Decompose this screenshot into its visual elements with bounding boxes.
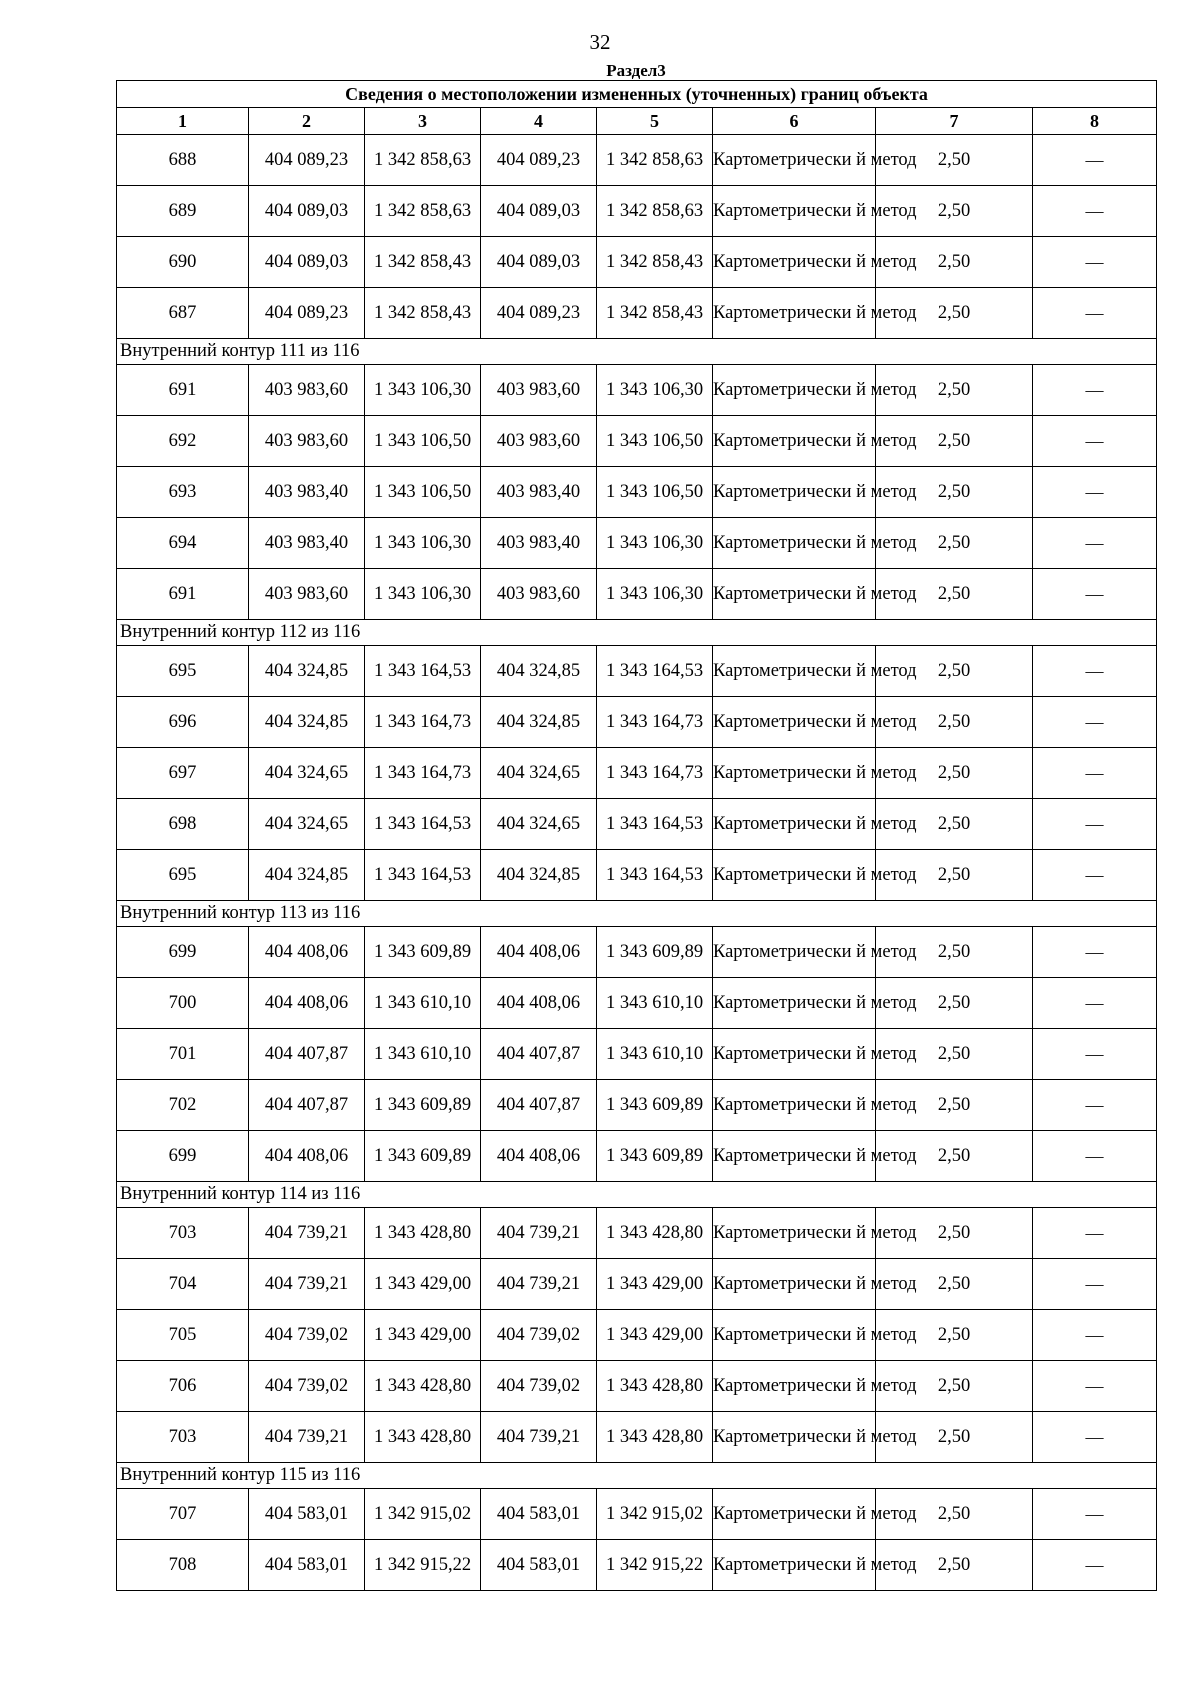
point-number-cell: 687 [117, 288, 249, 339]
old-x-cell: 403 983,40 [249, 467, 365, 518]
old-y-cell: 1 342 915,02 [365, 1489, 481, 1540]
point-number-cell: 688 [117, 135, 249, 186]
new-x-cell: 404 324,65 [481, 799, 597, 850]
point-number-cell: 693 [117, 467, 249, 518]
old-y-cell: 1 343 428,80 [365, 1361, 481, 1412]
boundary-coordinates-table [116, 80, 1157, 1591]
description-cell: — [1033, 850, 1157, 901]
description-cell: — [1033, 416, 1157, 467]
new-x-cell: 404 089,23 [481, 288, 597, 339]
old-y-cell: 1 343 106,50 [365, 467, 481, 518]
old-x-cell: 404 739,21 [249, 1208, 365, 1259]
old-y-cell: 1 343 164,53 [365, 799, 481, 850]
old-y-cell: 1 343 429,00 [365, 1259, 481, 1310]
description-cell: — [1033, 237, 1157, 288]
old-x-cell: 403 983,40 [249, 518, 365, 569]
description-cell: — [1033, 1361, 1157, 1412]
old-x-cell: 403 983,60 [249, 416, 365, 467]
table-row [117, 186, 1157, 237]
new-y-cell: 1 343 106,30 [597, 365, 713, 416]
old-x-cell: 404 408,06 [249, 927, 365, 978]
column-header: 5 [597, 108, 713, 135]
new-x-cell: 404 739,21 [481, 1208, 597, 1259]
old-y-cell: 1 343 164,53 [365, 646, 481, 697]
method-cell: Картометрически й метод [713, 748, 876, 799]
section-title: Раздел3 [606, 61, 666, 80]
old-y-cell: 1 343 428,80 [365, 1208, 481, 1259]
old-y-cell: 1 343 164,73 [365, 748, 481, 799]
accuracy-cell: 2,50 [876, 1361, 1033, 1412]
accuracy-cell: 2,50 [876, 1029, 1033, 1080]
method-cell: Картометрически й метод [713, 1208, 876, 1259]
old-x-cell: 404 739,02 [249, 1310, 365, 1361]
point-number-cell: 694 [117, 518, 249, 569]
old-y-cell: 1 343 106,30 [365, 518, 481, 569]
description-cell: — [1033, 927, 1157, 978]
old-x-cell: 404 089,03 [249, 186, 365, 237]
point-number-cell: 691 [117, 569, 249, 620]
accuracy-cell: 2,50 [876, 467, 1033, 518]
new-x-cell: 404 407,87 [481, 1080, 597, 1131]
old-x-cell: 404 324,85 [249, 850, 365, 901]
new-x-cell: 404 324,85 [481, 646, 597, 697]
contour-label-row [117, 339, 1157, 365]
new-y-cell: 1 343 429,00 [597, 1310, 713, 1361]
description-cell: — [1033, 799, 1157, 850]
new-x-cell: 404 407,87 [481, 1029, 597, 1080]
point-number-cell: 707 [117, 1489, 249, 1540]
accuracy-cell: 2,50 [876, 1489, 1033, 1540]
point-number-cell: 695 [117, 646, 249, 697]
old-x-cell: 404 324,85 [249, 646, 365, 697]
method-cell: Картометрически й метод [713, 288, 876, 339]
point-number-cell: 701 [117, 1029, 249, 1080]
accuracy-cell: 2,50 [876, 799, 1033, 850]
table-row [117, 1029, 1157, 1080]
new-y-cell: 1 342 915,02 [597, 1489, 713, 1540]
page-number-text: 32 [589, 30, 611, 54]
new-y-cell: 1 342 858,63 [597, 186, 713, 237]
table-row [117, 748, 1157, 799]
old-x-cell: 404 089,23 [249, 288, 365, 339]
table-row [117, 1540, 1157, 1591]
old-y-cell: 1 342 858,63 [365, 135, 481, 186]
new-x-cell: 403 983,40 [481, 467, 597, 518]
table-row [117, 646, 1157, 697]
old-x-cell: 403 983,60 [249, 365, 365, 416]
contour-label-row [117, 620, 1157, 646]
new-x-cell: 404 324,65 [481, 748, 597, 799]
accuracy-cell: 2,50 [876, 365, 1033, 416]
table-row [117, 569, 1157, 620]
accuracy-cell: 2,50 [876, 850, 1033, 901]
contour-label: Внутренний контур 111 из 116 [117, 339, 1157, 365]
new-y-cell: 1 342 858,43 [597, 237, 713, 288]
new-x-cell: 404 408,06 [481, 1131, 597, 1182]
accuracy-cell: 2,50 [876, 1208, 1033, 1259]
contour-label-row [117, 1182, 1157, 1208]
table-row [117, 135, 1157, 186]
old-y-cell: 1 343 609,89 [365, 1131, 481, 1182]
new-y-cell: 1 343 106,30 [597, 569, 713, 620]
old-x-cell: 404 407,87 [249, 1029, 365, 1080]
accuracy-cell: 2,50 [876, 1080, 1033, 1131]
column-header: 8 [1033, 108, 1157, 135]
method-cell: Картометрически й метод [713, 1310, 876, 1361]
new-x-cell: 403 983,60 [481, 416, 597, 467]
old-x-cell: 404 089,03 [249, 237, 365, 288]
old-x-cell: 404 407,87 [249, 1080, 365, 1131]
new-x-cell: 403 983,40 [481, 518, 597, 569]
old-x-cell: 404 324,65 [249, 748, 365, 799]
description-cell: — [1033, 1029, 1157, 1080]
method-cell: Картометрически й метод [713, 799, 876, 850]
point-number-cell: 700 [117, 978, 249, 1029]
old-x-cell: 404 324,85 [249, 697, 365, 748]
new-x-cell: 404 408,06 [481, 978, 597, 1029]
method-cell: Картометрически й метод [713, 1361, 876, 1412]
point-number-cell: 704 [117, 1259, 249, 1310]
old-x-cell: 404 408,06 [249, 1131, 365, 1182]
description-cell: — [1033, 288, 1157, 339]
table-row [117, 1208, 1157, 1259]
new-x-cell: 404 408,06 [481, 927, 597, 978]
new-y-cell: 1 343 164,73 [597, 748, 713, 799]
new-x-cell: 404 739,21 [481, 1259, 597, 1310]
description-cell: — [1033, 697, 1157, 748]
new-x-cell: 404 583,01 [481, 1489, 597, 1540]
new-x-cell: 404 739,02 [481, 1361, 597, 1412]
method-cell: Картометрически й метод [713, 518, 876, 569]
table-row [117, 416, 1157, 467]
new-x-cell: 404 739,02 [481, 1310, 597, 1361]
table-row [117, 1259, 1157, 1310]
column-header: 2 [249, 108, 365, 135]
table-row [117, 1131, 1157, 1182]
point-number-cell: 697 [117, 748, 249, 799]
table-row [117, 467, 1157, 518]
description-cell: — [1033, 1259, 1157, 1310]
accuracy-cell: 2,50 [876, 1412, 1033, 1463]
method-cell: Картометрически й метод [713, 1489, 876, 1540]
new-x-cell: 404 089,23 [481, 135, 597, 186]
old-y-cell: 1 342 858,43 [365, 237, 481, 288]
contour-label-row [117, 1463, 1157, 1489]
new-y-cell: 1 343 106,50 [597, 467, 713, 518]
table-caption: Сведения о местоположении измененных (уточненных) границ объекта [117, 81, 1157, 108]
method-cell: Картометрически й метод [713, 1131, 876, 1182]
new-y-cell: 1 343 429,00 [597, 1259, 713, 1310]
method-cell: Картометрически й метод [713, 927, 876, 978]
contour-label: Внутренний контур 114 из 116 [117, 1182, 1157, 1208]
contour-label: Внутренний контур 113 из 116 [117, 901, 1157, 927]
new-x-cell: 404 324,85 [481, 697, 597, 748]
method-cell: Картометрически й метод [713, 569, 876, 620]
old-x-cell: 404 408,06 [249, 978, 365, 1029]
method-cell: Картометрически й метод [713, 697, 876, 748]
point-number-cell: 689 [117, 186, 249, 237]
column-header: 7 [876, 108, 1033, 135]
old-x-cell: 404 324,65 [249, 799, 365, 850]
point-number-cell: 703 [117, 1208, 249, 1259]
new-x-cell: 403 983,60 [481, 569, 597, 620]
point-number-cell: 708 [117, 1540, 249, 1591]
method-cell: Картометрически й метод [713, 237, 876, 288]
point-number-cell: 695 [117, 850, 249, 901]
new-y-cell: 1 343 164,53 [597, 850, 713, 901]
old-x-cell: 403 983,60 [249, 569, 365, 620]
description-cell: — [1033, 186, 1157, 237]
old-x-cell: 404 739,02 [249, 1361, 365, 1412]
description-cell: — [1033, 646, 1157, 697]
accuracy-cell: 2,50 [876, 1540, 1033, 1591]
method-cell: Картометрически й метод [713, 1080, 876, 1131]
method-cell: Картометрически й метод [713, 978, 876, 1029]
accuracy-cell: 2,50 [876, 1259, 1033, 1310]
point-number-cell: 699 [117, 1131, 249, 1182]
new-y-cell: 1 343 610,10 [597, 1029, 713, 1080]
method-cell: Картометрически й метод [713, 186, 876, 237]
new-y-cell: 1 343 609,89 [597, 1080, 713, 1131]
point-number-cell: 696 [117, 697, 249, 748]
accuracy-cell: 2,50 [876, 1310, 1033, 1361]
point-number-cell: 706 [117, 1361, 249, 1412]
table-row [117, 1310, 1157, 1361]
method-cell: Картометрически й метод [713, 365, 876, 416]
accuracy-cell: 2,50 [876, 697, 1033, 748]
table-row [117, 978, 1157, 1029]
description-cell: — [1033, 569, 1157, 620]
column-header: 6 [713, 108, 876, 135]
table-row [117, 288, 1157, 339]
description-cell: — [1033, 1208, 1157, 1259]
new-x-cell: 404 739,21 [481, 1412, 597, 1463]
new-y-cell: 1 343 610,10 [597, 978, 713, 1029]
old-y-cell: 1 343 609,89 [365, 927, 481, 978]
accuracy-cell: 2,50 [876, 1131, 1033, 1182]
old-y-cell: 1 343 609,89 [365, 1080, 481, 1131]
new-y-cell: 1 342 858,63 [597, 135, 713, 186]
new-y-cell: 1 343 164,73 [597, 697, 713, 748]
table-body [117, 81, 1157, 1591]
table-row [117, 927, 1157, 978]
contour-label-row [117, 901, 1157, 927]
description-cell: — [1033, 518, 1157, 569]
description-cell: — [1033, 365, 1157, 416]
point-number-cell: 698 [117, 799, 249, 850]
old-x-cell: 404 739,21 [249, 1259, 365, 1310]
new-x-cell: 404 324,85 [481, 850, 597, 901]
old-y-cell: 1 343 164,53 [365, 850, 481, 901]
description-cell: — [1033, 748, 1157, 799]
accuracy-cell: 2,50 [876, 646, 1033, 697]
old-y-cell: 1 342 858,63 [365, 186, 481, 237]
accuracy-cell: 2,50 [876, 237, 1033, 288]
old-y-cell: 1 343 610,10 [365, 978, 481, 1029]
accuracy-cell: 2,50 [876, 288, 1033, 339]
new-y-cell: 1 343 428,80 [597, 1361, 713, 1412]
new-y-cell: 1 343 428,80 [597, 1412, 713, 1463]
point-number-cell: 705 [117, 1310, 249, 1361]
description-cell: — [1033, 1131, 1157, 1182]
point-number-cell: 691 [117, 365, 249, 416]
accuracy-cell: 2,50 [876, 416, 1033, 467]
description-cell: — [1033, 1540, 1157, 1591]
column-header: 3 [365, 108, 481, 135]
contour-label: Внутренний контур 115 из 116 [117, 1463, 1157, 1489]
description-cell: — [1033, 1310, 1157, 1361]
method-cell: Картометрически й метод [713, 135, 876, 186]
new-x-cell: 404 089,03 [481, 237, 597, 288]
description-cell: — [1033, 1412, 1157, 1463]
method-cell: Картометрически й метод [713, 416, 876, 467]
accuracy-cell: 2,50 [876, 518, 1033, 569]
method-cell: Картометрически й метод [713, 1029, 876, 1080]
column-header: 1 [117, 108, 249, 135]
new-x-cell: 404 583,01 [481, 1540, 597, 1591]
description-cell: — [1033, 135, 1157, 186]
table-row [117, 799, 1157, 850]
point-number-cell: 702 [117, 1080, 249, 1131]
old-y-cell: 1 343 429,00 [365, 1310, 481, 1361]
method-cell: Картометрически й метод [713, 467, 876, 518]
contour-label: Внутренний контур 112 из 116 [117, 620, 1157, 646]
point-number-cell: 690 [117, 237, 249, 288]
old-x-cell: 404 089,23 [249, 135, 365, 186]
method-cell: Картометрически й метод [713, 850, 876, 901]
table-header-row [117, 108, 1157, 135]
table-row [117, 697, 1157, 748]
old-y-cell: 1 343 164,73 [365, 697, 481, 748]
new-y-cell: 1 342 915,22 [597, 1540, 713, 1591]
new-y-cell: 1 343 164,53 [597, 799, 713, 850]
description-cell: — [1033, 1080, 1157, 1131]
description-cell: — [1033, 467, 1157, 518]
old-x-cell: 404 583,01 [249, 1540, 365, 1591]
accuracy-cell: 2,50 [876, 978, 1033, 1029]
accuracy-cell: 2,50 [876, 186, 1033, 237]
point-number-cell: 699 [117, 927, 249, 978]
old-y-cell: 1 343 106,50 [365, 416, 481, 467]
new-y-cell: 1 343 609,89 [597, 927, 713, 978]
old-x-cell: 404 583,01 [249, 1489, 365, 1540]
table-row [117, 1361, 1157, 1412]
old-y-cell: 1 342 915,22 [365, 1540, 481, 1591]
point-number-cell: 703 [117, 1412, 249, 1463]
old-x-cell: 404 739,21 [249, 1412, 365, 1463]
old-y-cell: 1 343 106,30 [365, 569, 481, 620]
table-row [117, 237, 1157, 288]
new-y-cell: 1 343 428,80 [597, 1208, 713, 1259]
table-row [117, 365, 1157, 416]
new-y-cell: 1 343 106,50 [597, 416, 713, 467]
accuracy-cell: 2,50 [876, 135, 1033, 186]
table-row [117, 1489, 1157, 1540]
page-number [0, 30, 1200, 54]
new-x-cell: 404 089,03 [481, 186, 597, 237]
accuracy-cell: 2,50 [876, 927, 1033, 978]
accuracy-cell: 2,50 [876, 569, 1033, 620]
new-y-cell: 1 343 106,30 [597, 518, 713, 569]
old-y-cell: 1 343 428,80 [365, 1412, 481, 1463]
table-row [117, 1412, 1157, 1463]
old-y-cell: 1 342 858,43 [365, 288, 481, 339]
new-x-cell: 403 983,60 [481, 365, 597, 416]
method-cell: Картометрически й метод [713, 1259, 876, 1310]
old-y-cell: 1 343 610,10 [365, 1029, 481, 1080]
method-cell: Картометрически й метод [713, 1540, 876, 1591]
column-header: 4 [481, 108, 597, 135]
new-y-cell: 1 343 609,89 [597, 1131, 713, 1182]
table-row [117, 518, 1157, 569]
table-row [117, 850, 1157, 901]
method-cell: Картометрически й метод [713, 646, 876, 697]
table-row [117, 1080, 1157, 1131]
accuracy-cell: 2,50 [876, 748, 1033, 799]
new-y-cell: 1 342 858,43 [597, 288, 713, 339]
method-cell: Картометрически й метод [713, 1412, 876, 1463]
description-cell: — [1033, 1489, 1157, 1540]
description-cell: — [1033, 978, 1157, 1029]
point-number-cell: 692 [117, 416, 249, 467]
table-caption-row [117, 81, 1157, 108]
new-y-cell: 1 343 164,53 [597, 646, 713, 697]
old-y-cell: 1 343 106,30 [365, 365, 481, 416]
